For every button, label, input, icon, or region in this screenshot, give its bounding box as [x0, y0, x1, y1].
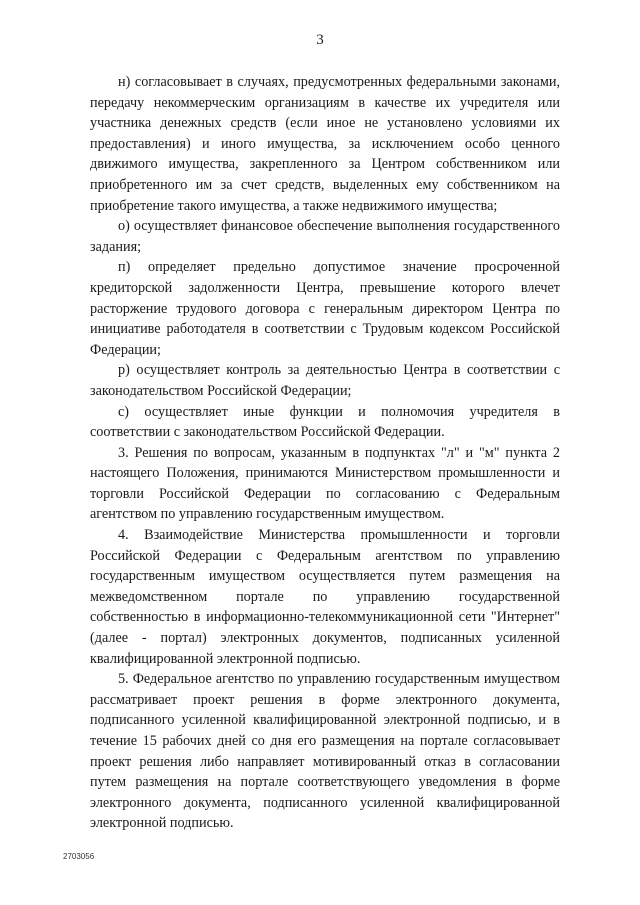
paragraph-subitem-n: н) согласовывает в случаях, предусмотренных федеральными законами, передачу некоммерческим организациям в качестве их учредителя или участника денежных средств (если иное не установлено условиями их предоставления) и иного имущества, за исключением особо ценного движимого имущества, закрепленного за Центром собственником или приобретенного им за счет средств, выделенных ему собственником на приобретение такого имущества, а также недвижимого имущества; [90, 74, 560, 214]
page-number: 3 [316, 32, 324, 48]
paragraph-item-3: 3. Решения по вопросам, указанным в подпунктах "л" и "м" пункта 2 настоящего Положения, принимаются Министерством промышленности и торговли Российской Федерации по согласованию с Федеральным агентством по управлению государственным имуществом. [90, 444, 560, 523]
paragraph-subitem-o: о) осуществляет финансовое обеспечение выполнения государственного задания; [90, 218, 560, 255]
paragraph-subitem-s: с) осуществляет иные функции и полномочия учредителя в соответствии с законодательством Российской Федерации. [90, 403, 560, 441]
paragraph-item-5: 5. Федеральное агентство по управлению государственным имуществом рассматривает проект решения в форме электронного документа, подписанного усиленной квалифицированной электронной подписью, и в течение 15 рабочих дней со дня его размещения на портале согласовывает проект решения либо направляет мотивированный отказ в согласовании путем размещения на портале соответствующего уведомления в форме электронного документа, подписанного усиленной квалифицированной электронной подписью. [90, 671, 560, 832]
paragraph-item-4: 4. Взаимодействие Министерства промышленности и торговли Российской Федерации с Федеральным агентством по управлению государственным имуществом осуществляется путем размещения на межведомственном портале по управлению государственной собственностью в информационно-телекоммуникационной сети "Интернет" (далее - портал) электронных документов, подписанных усиленной квалифицированной электронной подписью. [90, 527, 560, 667]
document-body [90, 72, 560, 834]
document-code: 2703056 [63, 852, 95, 861]
paragraph-subitem-p: п) определяет предельно допустимое значение просроченной кредиторской задолженности Центра, превышение которого влечет расторжение трудового договора с генеральным директором Центра по инициативе работодателя в соответствии с Трудовым кодексом Российской Федерации; [90, 259, 560, 358]
paragraph-subitem-r: р) осуществляет контроль за деятельностью Центра в соответствии с законодательством Российской Федерации; [90, 362, 560, 399]
